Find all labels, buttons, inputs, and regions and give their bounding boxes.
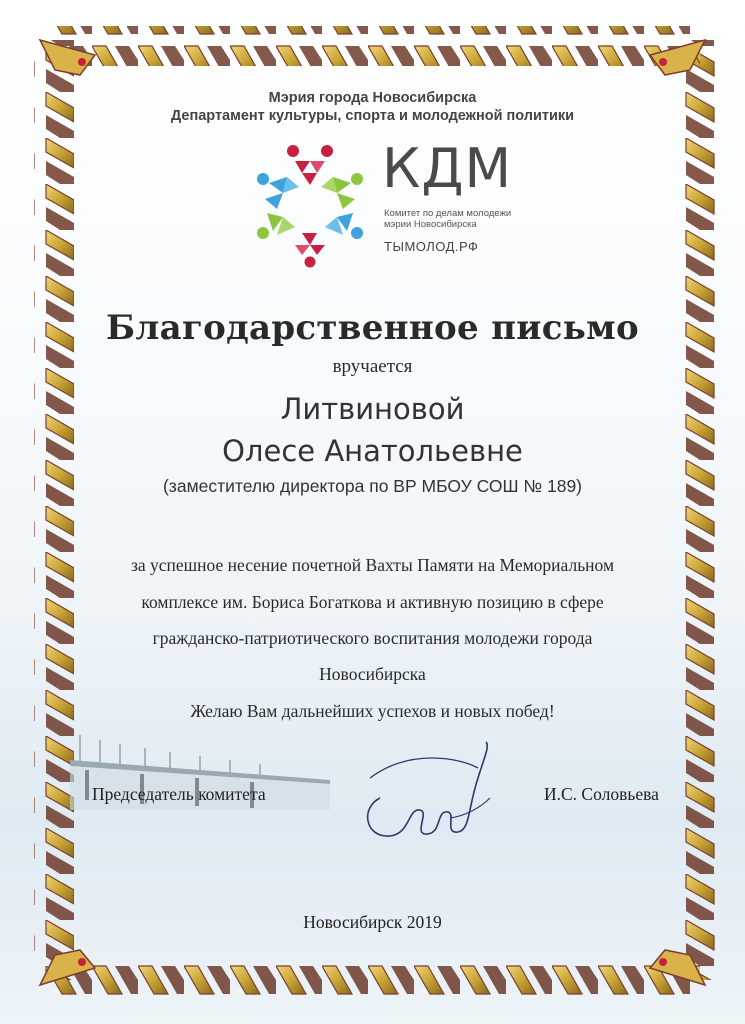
wish-line: Желаю Вам дальнейших успехов и новых побед! [190,701,555,721]
kdm-website: ТЫМОЛОД.РФ [384,239,479,254]
body-line-3: гражданско-патриотического воспитания молодежи города [152,628,593,648]
signer-role: Председатель комитета [92,784,266,804]
kdm-subtitle [384,208,554,230]
recipient-position: (заместителю директора по ВР МБОУ СОШ № 189) [162,476,583,496]
body-line-1: за успешное несение почетной Вахты Памяти на Мемориальном [130,555,615,575]
handwritten-signature [350,738,500,848]
body-line-2: комплексе им. Бориса Богаткова и активную позицию в сфере [141,592,604,612]
recipient-given-names: Олесе Анатольевне [222,434,523,468]
certificate-title: Благодарственное письмо [106,308,639,348]
recipient-surname: Литвиновой [280,392,465,426]
header-department: Департамент культуры, спорта и молодежной политики [170,108,575,124]
kdm-star-logo-icon [255,143,365,268]
presented-to-label: вручается [332,356,413,377]
place-year: Новосибирск 2019 [303,912,442,932]
kdm-subtitle-line2: мэрии Новосибирска [384,219,477,230]
header-mayoralty: Мэрия города Новосибирска [268,90,477,106]
body-line-4: Новосибирска [319,664,426,684]
signer-name: И.С. Соловьева [544,784,659,804]
kdm-subtitle-line1: Комитет по делам молодежи [384,208,512,219]
kdm-wordmark: КДМ [382,137,513,200]
